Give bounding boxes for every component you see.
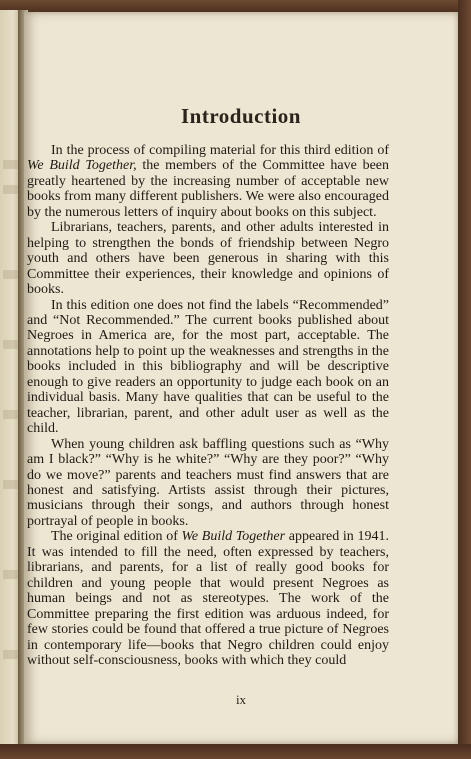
book-title: We Build Together bbox=[181, 529, 286, 545]
paragraph bbox=[27, 529, 389, 668]
paragraph-text: In this edition one does not find the labels “Recommended” and “Not Recommended.” The current books published about Negroes in America are, for the most part, acceptable. The annotations help to point up the weaknesses and strengths in the books included in this bibliography and will be descriptive enough to give readers an opportunity to judge each book on an individual basis. Many have qualities that can be useful to the teacher, librarian, parent, and other adult user as well as the child. bbox=[27, 297, 389, 437]
body-text bbox=[27, 143, 389, 668]
bleed-through-mark bbox=[3, 480, 19, 489]
bleed-through-mark bbox=[3, 570, 19, 579]
bleed-through-mark bbox=[3, 650, 19, 659]
book-cover-right-edge bbox=[458, 0, 471, 759]
page-number: ix bbox=[235, 692, 247, 707]
book-cover-bottom-edge bbox=[0, 744, 471, 759]
bleed-through-mark bbox=[3, 185, 19, 194]
book-page bbox=[24, 12, 458, 744]
bleed-through-mark bbox=[3, 270, 19, 279]
paragraph-text: The original edition of bbox=[51, 529, 182, 545]
paragraph-text: the members of the Committee have been greatly heartened by the increasing number of acceptable new books from many different publishers. We were also encouraged by the numerous letters of inquiry about books on this subject. bbox=[27, 158, 389, 220]
paragraph bbox=[27, 298, 389, 437]
book-cover-top-edge bbox=[0, 0, 471, 12]
bleed-through-mark bbox=[3, 160, 19, 169]
paragraph-text: When young children ask baffling questions such as “Why am I black?” “Why is he white?” “Why are they poor?” “Why do we move?” parents and teachers must find answers that are honest and satisfying. Artists assist through their pictures, musicians through their songs, and authors through honest portrayal of people in books. bbox=[27, 436, 389, 529]
paragraph bbox=[27, 143, 389, 220]
paragraph-text: appeared in 1941. It was intended to fill the need, often expressed by teachers, librarians, and parents, for a list of really good books for children and young people that would present Negroes as human beings and not as stereotypes. The work of the Committee preparing the first edition was arduous indeed, for few stories could be found that offered a true picture of Negroes in contemporary life—books that Negro children could enjoy without self-consciousness, books with which they could bbox=[27, 529, 389, 668]
paragraph bbox=[27, 437, 389, 530]
bleed-through-mark bbox=[3, 410, 19, 419]
chapter-heading: Introduction bbox=[181, 104, 301, 128]
paragraph bbox=[27, 220, 389, 297]
book-title: We Build Together, bbox=[27, 158, 137, 174]
bleed-through-mark bbox=[3, 340, 19, 349]
paragraph-text: Librarians, teachers, parents, and other adults interested in helping to strengthen the bonds of friendship between Negro youth and others have been generous in sharing with this Committee their experiences, their knowledge and opinions of books. bbox=[27, 220, 389, 298]
paragraph-text: In the process of compiling material for this third edition of bbox=[51, 143, 389, 158]
